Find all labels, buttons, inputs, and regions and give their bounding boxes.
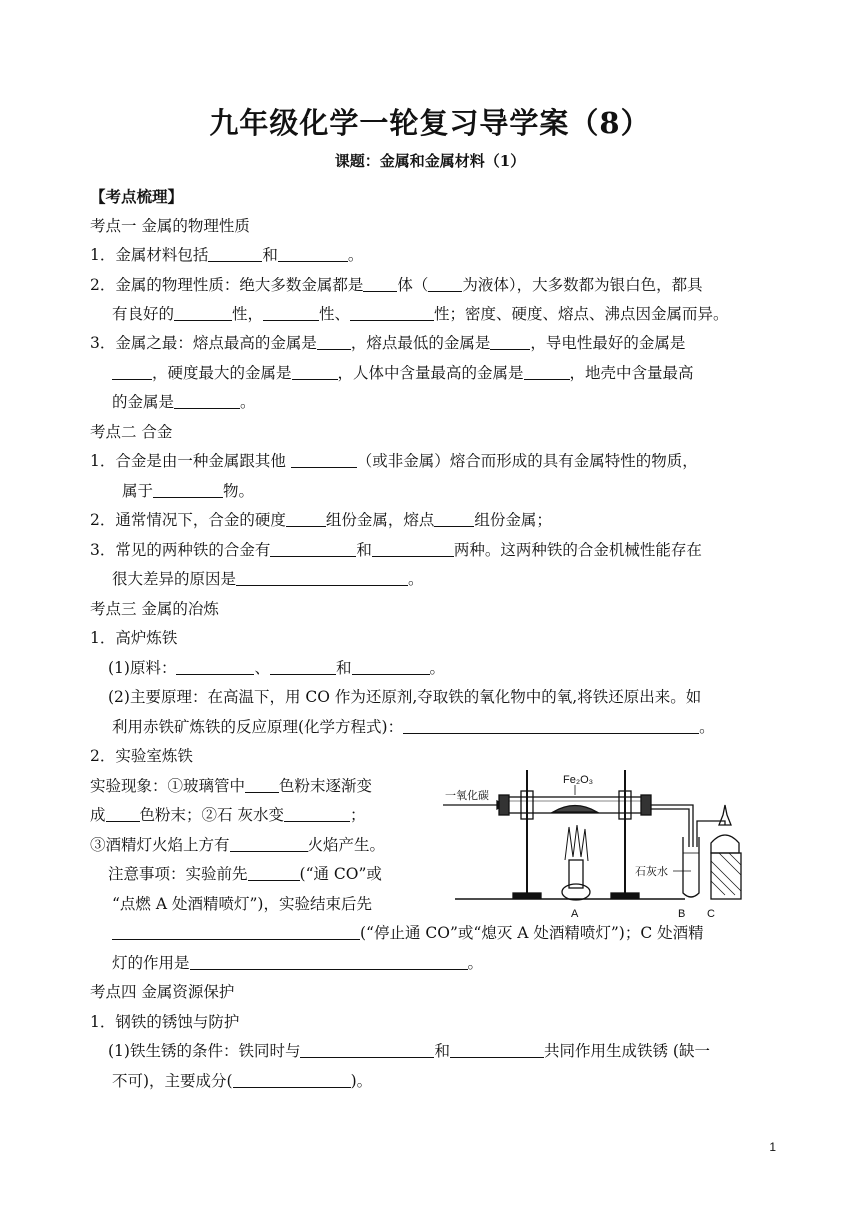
blank[interactable] xyxy=(112,923,360,940)
k3-sub1: 1．高炉炼铁 xyxy=(90,629,178,647)
blank[interactable] xyxy=(106,805,140,822)
k2-line5: 很大差异的原因是 。 xyxy=(112,570,424,588)
blank[interactable] xyxy=(450,1041,544,1058)
blank[interactable] xyxy=(490,333,530,350)
blank[interactable] xyxy=(350,304,434,321)
blank[interactable] xyxy=(270,658,336,675)
blank[interactable] xyxy=(292,363,338,380)
page-title: 九年级化学一轮复习导学案（8） xyxy=(209,106,651,140)
blank[interactable] xyxy=(270,540,356,557)
blank[interactable] xyxy=(317,333,351,350)
lamp-c-body xyxy=(711,835,739,853)
label-b: B xyxy=(678,908,686,920)
blank[interactable] xyxy=(245,776,279,793)
k1-line1: 1．金属材料包括 和 。 xyxy=(90,246,364,264)
k3-exp3: ③酒精灯火焰上方有 火焰产生。 xyxy=(90,836,386,854)
k3-heading: 考点三 金属的冶炼 xyxy=(90,600,219,618)
k3-exp5: “点燃 A 处酒精喷灯”)，实验结束后先 xyxy=(112,895,372,913)
k3-exp4: 注意事项：实验前先 (“通 CO”或 xyxy=(108,865,382,883)
blank[interactable] xyxy=(233,1071,351,1088)
k3-line1: (1)原料： 、 和 。 xyxy=(108,659,446,677)
apparatus-figure xyxy=(435,765,770,920)
blank[interactable] xyxy=(300,1041,434,1058)
k1-line4: 3．金属之最：熔点最高的金属是 ，熔点最低的金属是 ，导电性最好的金属是 xyxy=(90,334,686,352)
k2-line2: 属于 物。 xyxy=(122,482,255,500)
fe2o3-label: Fe₂O₃ xyxy=(563,774,594,786)
blank[interactable] xyxy=(263,304,319,321)
k3-line2: (2)主要原理：在高温下，用 CO 作为还原剂,夺取铁的氧化物中的氧,将铁还原出来。如 xyxy=(108,688,702,706)
blank[interactable] xyxy=(434,510,474,527)
label-c: C xyxy=(707,908,715,920)
blank[interactable] xyxy=(230,835,308,852)
section-header: 【考点梳理】 xyxy=(90,187,184,206)
k4-line1: (1)铁生锈的条件：铁同时与 和 共同作用生成铁锈 (缺一 xyxy=(108,1042,710,1060)
blank[interactable] xyxy=(372,540,454,557)
blank[interactable] xyxy=(291,451,357,468)
blank[interactable] xyxy=(174,392,240,409)
k1-line5: ，硬度最大的金属是 ，人体中含量最高的金属是 ，地壳中含量最高 xyxy=(112,362,694,384)
blank[interactable] xyxy=(236,569,408,586)
stopper-right xyxy=(641,795,651,815)
blank[interactable] xyxy=(352,658,430,675)
gas-label: 一氧化碳 xyxy=(445,790,489,802)
blank[interactable] xyxy=(524,363,570,380)
k3-sub2: 2．实验室炼铁 xyxy=(90,747,193,765)
k4-sub1: 1．钢铁的锈蚀与防护 xyxy=(90,1013,240,1031)
k4-heading: 考点四 金属资源保护 xyxy=(90,983,235,1001)
blank[interactable] xyxy=(286,510,326,527)
blank[interactable] xyxy=(208,245,262,262)
outlet-tube xyxy=(651,805,693,847)
k1-line6: 的金属是 。 xyxy=(112,393,256,411)
blowtorch-a-body xyxy=(562,884,590,900)
blank[interactable] xyxy=(428,275,462,292)
stopper-left xyxy=(499,795,509,815)
blank[interactable] xyxy=(112,363,152,380)
k1-line3: 有良好的 性， 性、 性；密度、硬度、熔点、沸点因金属而异。 xyxy=(112,305,729,323)
k1-heading: 考点一 金属的物理性质 xyxy=(90,217,250,235)
k3-line3: 利用赤铁矿炼铁的反应原理(化学方程式)： 。 xyxy=(112,718,715,736)
k3-exp2: 成 色粉末；②石 灰水变 ； xyxy=(90,806,366,824)
blank[interactable] xyxy=(190,953,468,970)
blank[interactable] xyxy=(174,304,232,321)
k2-line4: 3．常见的两种铁的合金有 和 两种。这两种铁的合金机械性能存在 xyxy=(90,541,702,559)
page-subtitle: 课题：金属和金属材料（1） xyxy=(334,152,526,170)
flame xyxy=(565,825,588,861)
blank[interactable] xyxy=(248,864,300,881)
k3-exp7: 灯的作用是 。 xyxy=(112,954,484,972)
label-a: A xyxy=(571,908,579,920)
k2-line1: 1．合金是由一种金属跟其他 （或非金属）熔合而形成的具有金属特性的物质， xyxy=(90,452,698,470)
k3-exp6: (“停止通 CO”或“熄灭 A 处酒精喷灯”)；C 处酒精 xyxy=(112,922,704,944)
k4-line2: 不可)，主要成分( )。 xyxy=(112,1072,373,1090)
blank[interactable] xyxy=(363,275,397,292)
blank[interactable] xyxy=(153,481,223,498)
limewater-label: 石灰水 xyxy=(635,866,668,878)
k3-exp1: 实验现象：①玻璃管中 色粉末逐渐变 xyxy=(90,777,373,795)
k2-heading: 考点二 合金 xyxy=(90,423,173,441)
k2-line3: 2．通常情况下，合金的硬度 组份金属，熔点 组份金属； xyxy=(90,511,552,529)
fe2o3-powder xyxy=(553,806,597,813)
blank[interactable] xyxy=(284,805,350,822)
blank[interactable] xyxy=(278,245,348,262)
k1-line2: 2．金属的物理性质：绝大多数金属都是 体（ 为液体），大多数都为银白色，都具 xyxy=(90,276,703,294)
page-number: 1 xyxy=(769,1140,776,1154)
blank[interactable] xyxy=(176,658,254,675)
blank[interactable] xyxy=(403,717,699,734)
